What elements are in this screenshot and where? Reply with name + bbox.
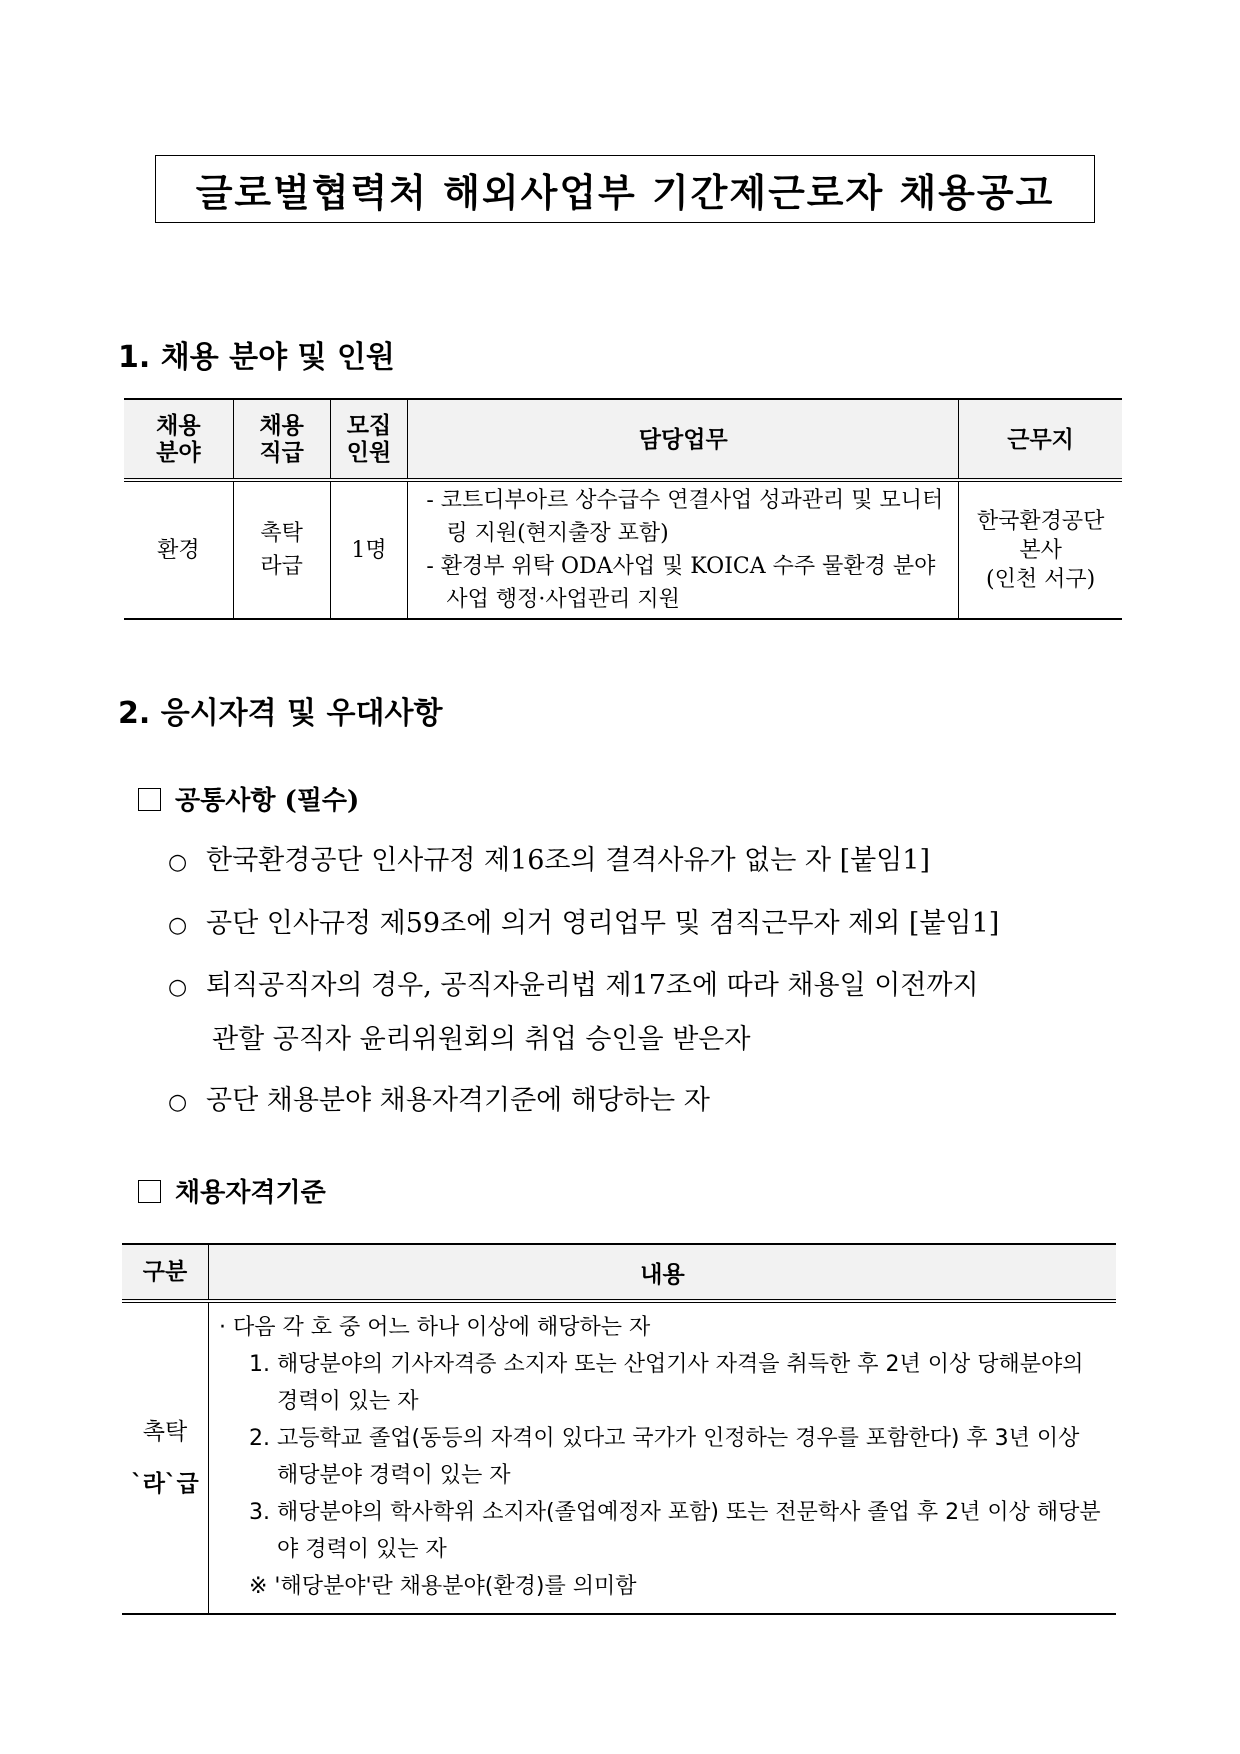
bullet-text: 퇴직공직자의 경우, 공직자윤리법 제17조에 따라 채용일 이전까지 xyxy=(206,970,979,1001)
header-duties: 담당업무 xyxy=(408,399,959,480)
circle-bullet-icon: ○ xyxy=(168,913,188,938)
criteria-heading xyxy=(138,1172,326,1209)
table-header-row xyxy=(122,1244,1116,1301)
grade-line: 라급 xyxy=(260,554,303,579)
bullet-text: 공단 인사규정 제59조에 의거 영리업무 및 겸직근무자 제외 [붙임1] xyxy=(206,908,1000,939)
list-item xyxy=(168,960,1128,1066)
field-cell: 환경 xyxy=(124,480,233,619)
criteria-item: 3. 해당분야의 학사학위 소지자(졸업예정자 포함) 또는 전문학사 졸업 후 2년 이상 해당분야 경력이 있는 자 xyxy=(249,1500,1101,1562)
location-line: 한국환경공단 xyxy=(976,508,1105,534)
circle-bullet-icon: ○ xyxy=(168,1090,188,1115)
common-heading-label: 공통사항 (필수) xyxy=(175,786,360,816)
criteria-heading-label: 채용자격기준 xyxy=(175,1178,326,1208)
circle-bullet-icon: ○ xyxy=(168,975,188,1000)
section-heading-recruitment: 1. 채용 분야 및 인원 xyxy=(118,340,395,375)
duty-item: - 환경부 위탁 ODA사업 및 KOICA 수주 물환경 분야 사업 행정·사업관리 지원 xyxy=(426,554,936,612)
header-grade: 채용 직급 xyxy=(233,399,330,480)
table-row xyxy=(122,1301,1116,1614)
header-content: 내용 xyxy=(209,1244,1117,1301)
criteria-table xyxy=(122,1243,1116,1615)
common-requirements-heading xyxy=(138,780,359,817)
header-field: 채용 분야 xyxy=(124,399,233,480)
bullet-text: 공단 채용분야 채용자격기준에 해당하는 자 xyxy=(206,1085,710,1116)
criteria-content-cell xyxy=(209,1301,1117,1614)
section-heading-qualification: 2. 응시자격 및 우대사항 xyxy=(118,696,443,731)
grade-cell xyxy=(233,480,330,619)
bullet-text: 한국환경공단 인사규정 제16조의 결격사유가 없는 자 [붙임1] xyxy=(206,845,930,876)
location-cell xyxy=(959,480,1122,619)
location-line: 본사 xyxy=(1019,537,1062,563)
criteria-note: ※ '해당분야'란 채용분야(환경)를 의미함 xyxy=(249,1574,637,1599)
header-location: 근무지 xyxy=(959,399,1122,480)
grade-cell xyxy=(122,1301,209,1614)
header-count: 모집 인원 xyxy=(330,399,408,480)
checkbox-square-icon xyxy=(138,788,161,811)
circle-bullet-icon: ○ xyxy=(168,850,188,875)
grade-line: `라`급 xyxy=(131,1471,199,1497)
criteria-intro: · 다음 각 호 중 어느 하나 이상에 해당하는 자 xyxy=(219,1315,651,1340)
location-line: (인천 서구) xyxy=(985,566,1096,592)
list-item xyxy=(168,898,1128,952)
bullet-text-continuation: 관할 공직자 윤리위원회의 취업 승인을 받은자 xyxy=(212,1024,751,1055)
criteria-item: 2. 고등학교 졸업(동등의 자격이 있다고 국가가 인정하는 경우를 포함한다) 후 3년 이상 해당분야 경력이 있는 자 xyxy=(249,1426,1080,1488)
header-category: 구분 xyxy=(122,1244,209,1301)
table-row xyxy=(124,480,1122,619)
count-cell: 1명 xyxy=(330,480,408,619)
table-header-row xyxy=(124,399,1122,480)
duty-item: - 코트디부아르 상수급수 연결사업 성과관리 및 모니터링 지원(현지출장 포함) xyxy=(426,488,944,546)
grade-line: 촉탁 xyxy=(142,1419,188,1445)
page-title: 글로벌협력처 해외사업부 기간제근로자 채용공고 xyxy=(155,155,1095,223)
list-item xyxy=(168,835,1128,889)
recruitment-table xyxy=(124,398,1122,620)
duties-cell xyxy=(408,480,959,619)
criteria-item: 1. 해당분야의 기사자격증 소지자 또는 산업기사 자격을 취득한 후 2년 이상 당해분야의 경력이 있는 자 xyxy=(249,1352,1084,1414)
grade-line: 촉탁 xyxy=(260,521,303,546)
list-item xyxy=(168,1075,1128,1129)
checkbox-square-icon xyxy=(138,1180,161,1203)
